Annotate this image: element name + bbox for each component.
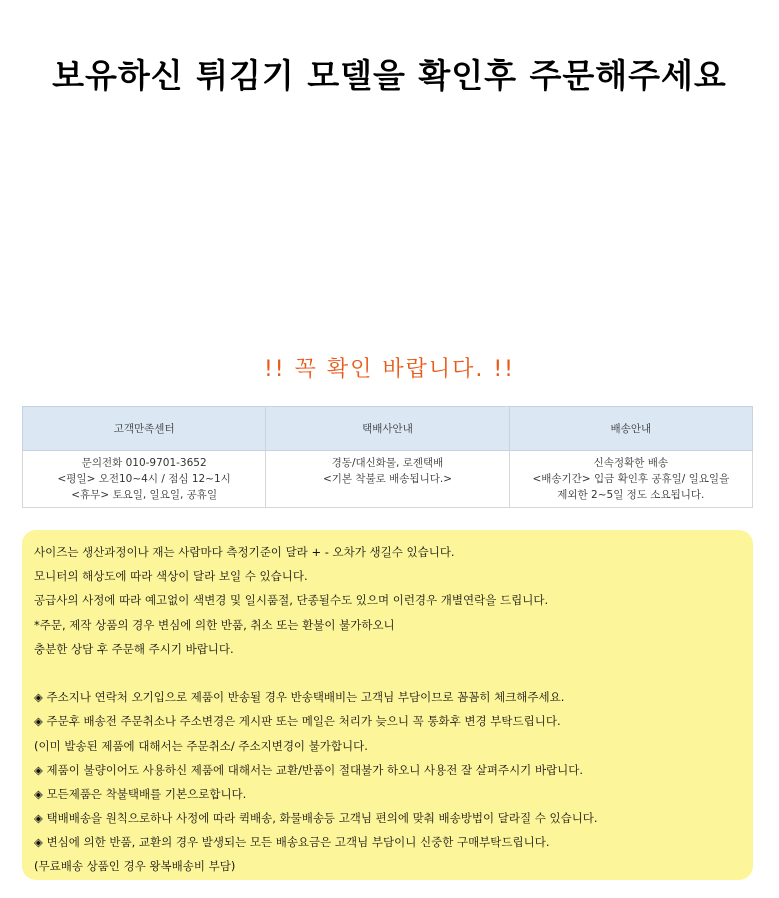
info-table bbox=[22, 406, 753, 508]
note-line: (이미 발송된 제품에 대해서는 주문취소/ 주소지변경이 불가합니다. bbox=[34, 738, 368, 753]
note-line: ◈ 제품이 불량이어도 사용하신 제품에 대해서는 교환/반품이 절대불가 하오니 사용전 잘 살펴주시기 바랍니다. bbox=[34, 762, 584, 777]
spacer bbox=[34, 661, 741, 685]
notice-banner: !! 꼭 확인 바랍니다. !! bbox=[263, 357, 515, 382]
shipping-headline-text: 신속정확한 배송 bbox=[593, 457, 668, 469]
note-line: 모니터의 해상도에 따라 색상이 달라 보일 수 있습니다. bbox=[34, 569, 308, 584]
table-header-row bbox=[23, 407, 753, 451]
header-customer-center: 고객만족센터 bbox=[23, 407, 266, 451]
note-line: ◈ 택배배송을 원칙으로하나 사정에 따라 퀵배송, 화물배송등 고객님 편의에 맞춰 배송방법이 달라질 수 있습니다. bbox=[34, 811, 598, 826]
header-courier-info: 택배사안내 bbox=[266, 407, 509, 451]
courier-payment-text: <기본 착불로 배송됩니다.> bbox=[322, 473, 453, 485]
note-line: ◈ 변심에 의한 반품, 교환의 경우 발생되는 모든 배송요금은 고객님 부담이니 신중한 구매부탁드립니다. bbox=[34, 835, 550, 850]
note-line: ◈ 주문후 배송전 주문취소나 주소변경은 게시판 또는 메일은 처리가 늦으니 꼭 통화후 변경 부탁드립니다. bbox=[34, 714, 561, 729]
courier-names-text: 경동/대신화물, 로젠택배 bbox=[331, 457, 444, 469]
notes-box bbox=[22, 530, 753, 880]
weekday-hours-text: <평일> 오전10~4시 / 점심 12~1시 bbox=[57, 473, 231, 485]
note-line: (무료배송 상품인 경우 왕복배송비 부담) bbox=[34, 859, 236, 874]
header-shipping-info: 배송안내 bbox=[509, 407, 752, 451]
phone-text: 문의전화 010-9701-3652 bbox=[81, 457, 207, 469]
holiday-text: <휴무> 토요일, 일요일, 공휴일 bbox=[71, 489, 218, 501]
shipping-period-text: <배송기간> 입금 확인후 공휴일/ 일요일을 bbox=[532, 473, 730, 485]
courier-cell bbox=[266, 451, 509, 508]
note-line: ◈ 모든제품은 착불택배를 기본으로합니다. bbox=[34, 786, 247, 801]
note-line: *주문, 제작 상품의 경우 변심에 의한 반품, 취소 또는 환불이 불가하오니 bbox=[34, 617, 395, 632]
note-line: 충분한 상담 후 주문해 주시기 바랍니다. bbox=[34, 641, 234, 656]
shipping-cell bbox=[509, 451, 752, 508]
note-line: 사이즈는 생산과정이나 재는 사람마다 측정기준이 달라 + - 오차가 생길수 있습니다. bbox=[34, 545, 455, 559]
note-line: ◈ 주소지나 연락처 오기입으로 제품이 반송될 경우 반송택배비는 고객님 부담이므로 꼼꼼히 체크해주세요. bbox=[34, 690, 565, 705]
table-row bbox=[23, 451, 753, 508]
customer-center-cell bbox=[23, 451, 266, 508]
page-title: 보유하신 튀김기 모델을 확인후 주문해주세요 bbox=[52, 56, 727, 95]
shipping-days-text: 제외한 2~5일 정도 소요됩니다. bbox=[557, 489, 705, 501]
note-line: 공급사의 사정에 따라 예고없이 색변경 및 일시품절, 단종될수도 있으며 이런경우 개별연락을 드립니다. bbox=[34, 593, 549, 608]
